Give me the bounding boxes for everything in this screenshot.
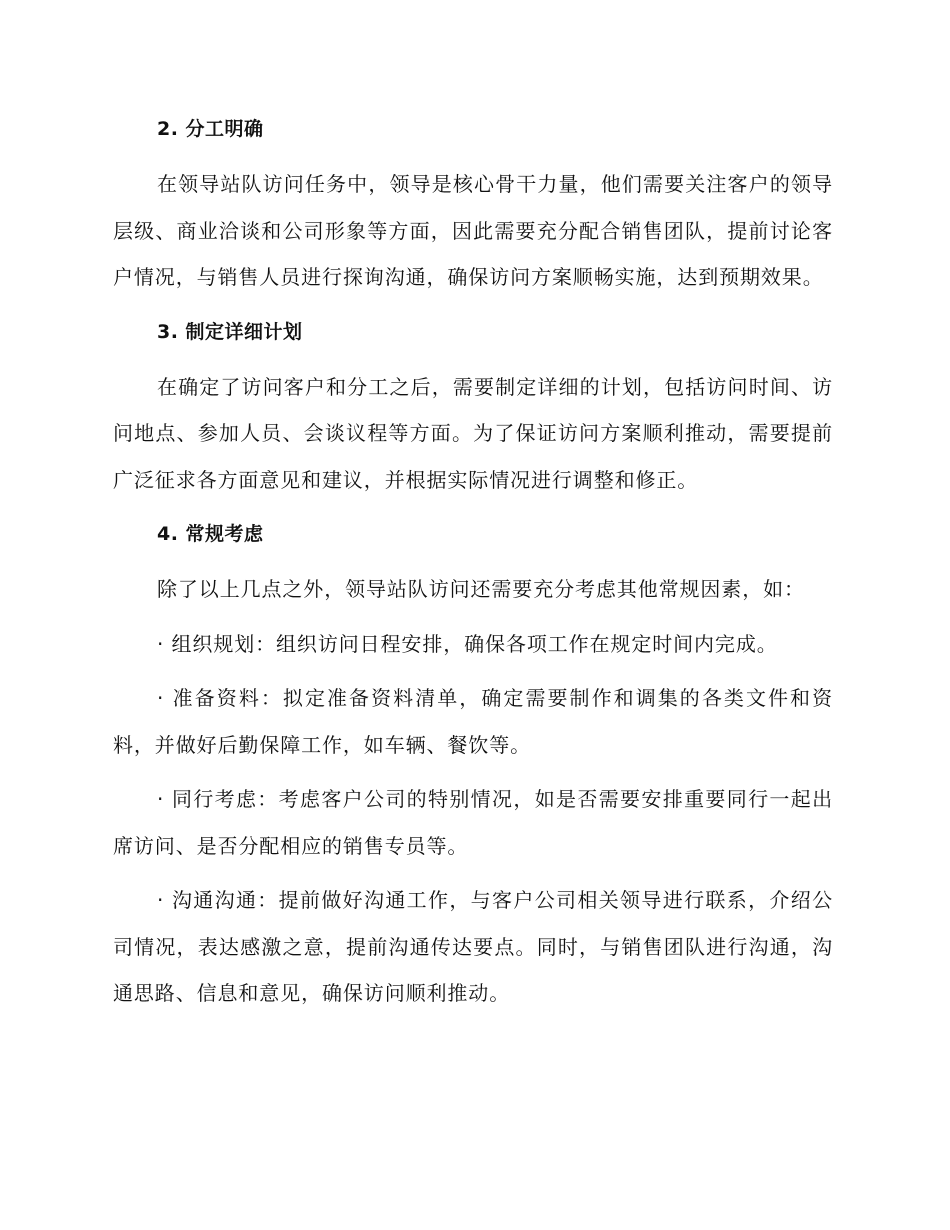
- section-paragraph-detailed-plan: 在确定了访问客户和分工之后，需要制定详细的计划，包括访问时间、访问地点、参加人员、会谈议程等方面。为了保证访问方案顺利推动，需要提前广泛征求各方面意见和建议，并根据实际情况进行调整和修正。: [113, 374, 833, 492]
- document-body: [113, 112, 833, 1025]
- section-heading-division-of-labor: 2. 分工明确: [157, 118, 264, 140]
- bullet-item-organization-planning: · 组织规划：组织访问日程安排，确保各项工作在规定时间内完成。: [157, 631, 778, 656]
- bullet-item-communication: · 沟通沟通：提前做好沟通工作，与客户公司相关领导进行联系，介绍公司情况，表达感激之意，提前沟通传达要点。同时，与销售团队进行沟通，沟通思路、信息和意见，确保访问顺利推动。: [113, 888, 833, 1005]
- section-paragraph-division-of-labor: 在领导站队访问任务中，领导是核心骨干力量，他们需要关注客户的领导层级、商业洽谈和公司形象等方面，因此需要充分配合销售团队，提前讨论客户情况，与销售人员进行探询沟通，确保访问方案顺畅实施，达到预期效果。: [113, 172, 833, 289]
- bullet-item-prepare-materials: · 准备资料：拟定准备资料清单，确定需要制作和调集的各类文件和资料，并做好后勤保障工作，如车辆、餐饮等。: [113, 686, 833, 757]
- section-intro-general-considerations: 除了以上几点之外，领导站队访问还需要充分考虑其他常规因素，如：: [157, 577, 805, 601]
- bullet-item-peer-considerations: · 同行考虑：考虑客户公司的特别情况，如是否需要安排重要同行一起出席访问、是否分配相应的销售专员等。: [113, 787, 833, 858]
- section-heading-general-considerations: 4. 常规考虑: [157, 523, 264, 545]
- section-heading-detailed-plan: 3. 制定详细计划: [157, 320, 303, 343]
